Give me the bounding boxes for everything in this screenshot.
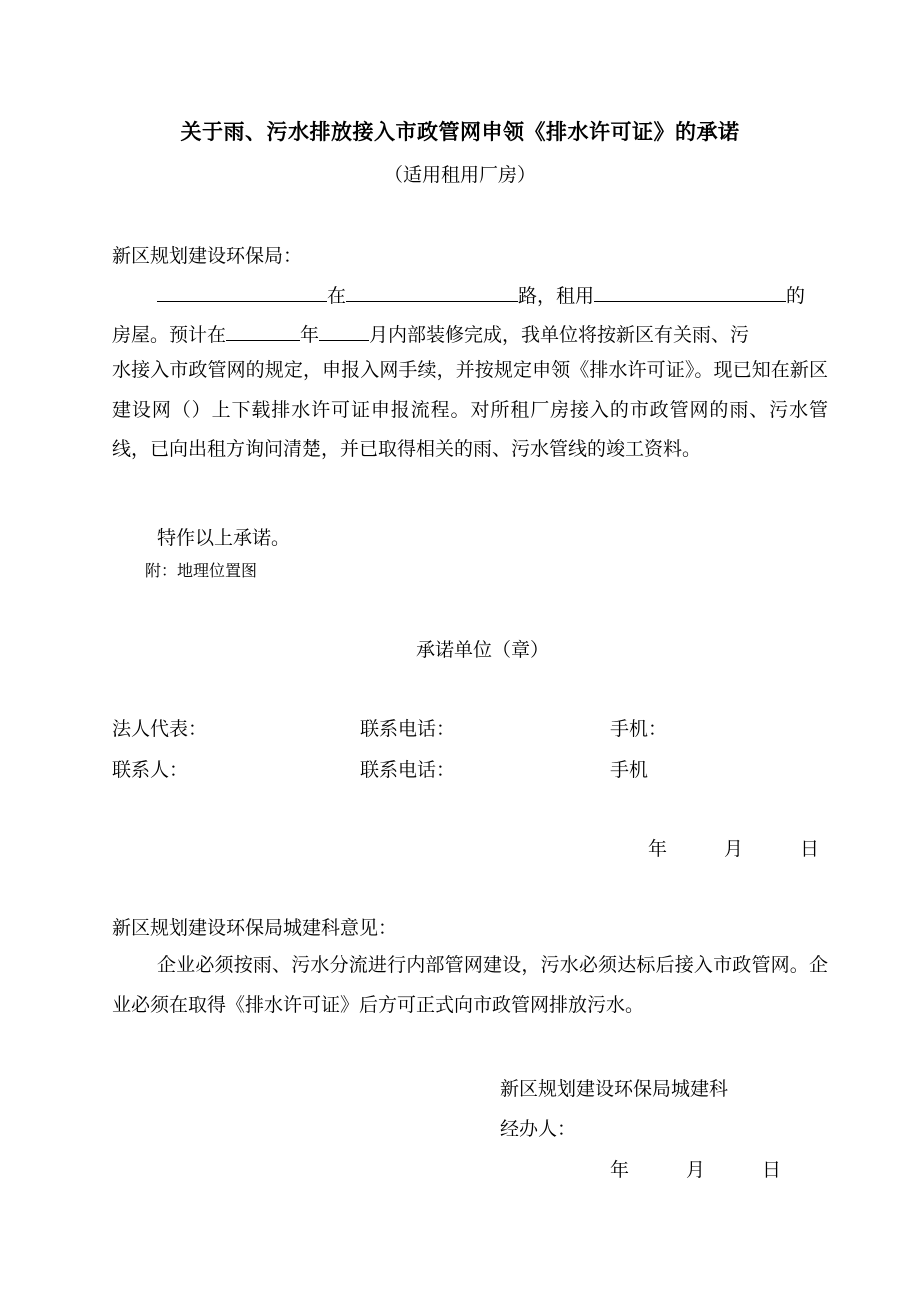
body-text-c: 月内部装修完成，我单位将按新区有关雨、污	[369, 324, 750, 346]
date-month-2: 月	[686, 1159, 706, 1181]
fill-line	[157, 281, 805, 308]
date-day-2: 日	[762, 1159, 782, 1181]
legal-rep-label: 法人代表：	[112, 718, 208, 740]
blank-month[interactable]	[319, 320, 369, 341]
seal-label: 承诺单位（章）	[416, 639, 550, 661]
date-day-1: 日	[800, 838, 820, 860]
addressee: 新区规划建设环保局：	[112, 245, 303, 267]
date-month-1: 月	[724, 838, 744, 860]
body-paragraph: 水接入市政管网的规定，申报入网手续，并按规定申领《排水许可证》。现已知在新区建设网（）上下载排水许可证申报流程。对所租厂房接入的市政管网的雨、污水管线，已向出租方询问清楚，并已取得相关的雨、污水管线的竣工资料。	[112, 359, 828, 460]
date-year-1: 年	[648, 838, 668, 860]
body-text-year: 年	[300, 324, 320, 346]
attachment-note: 附：地理位置图	[145, 561, 258, 580]
blank-year[interactable]	[226, 320, 300, 341]
special-statement: 特作以上承诺。	[157, 527, 291, 549]
blank-rented[interactable]	[594, 281, 786, 302]
mobile-label-2: 手机	[610, 759, 649, 781]
blank-company[interactable]	[157, 281, 327, 302]
mobile-label-1: 手机：	[610, 718, 668, 740]
document-title: 关于雨、污水排放接入市政管网申领《排水许可证》的承诺	[180, 119, 740, 144]
body-text-a: 房屋。预计在	[112, 324, 227, 346]
opinion-text: 企业必须按雨、污水分流进行内部管网建设，污水必须达标后接入市政管网。企业必须在取得《排水许可证》后方可正式向市政管网排放污水。	[112, 954, 828, 1016]
phone-label-1: 联系电话：	[360, 718, 456, 740]
fill-text-road-rent: 路，租用	[518, 285, 595, 307]
fill-text-of: 的	[786, 285, 806, 307]
blank-road[interactable]	[346, 281, 518, 302]
contact-person-label: 联系人：	[112, 759, 189, 781]
sign-department: 新区规划建设环保局城建科	[500, 1078, 729, 1100]
body-line-1	[112, 320, 749, 347]
document-subtitle: （适用租用厂房）	[383, 164, 536, 186]
date-year-2: 年	[610, 1159, 630, 1181]
fill-text-at: 在	[327, 285, 347, 307]
opinion-header: 新区规划建设环保局城建科意见：	[112, 917, 398, 939]
handler-label: 经办人：	[500, 1118, 577, 1140]
phone-label-2: 联系电话：	[360, 759, 456, 781]
